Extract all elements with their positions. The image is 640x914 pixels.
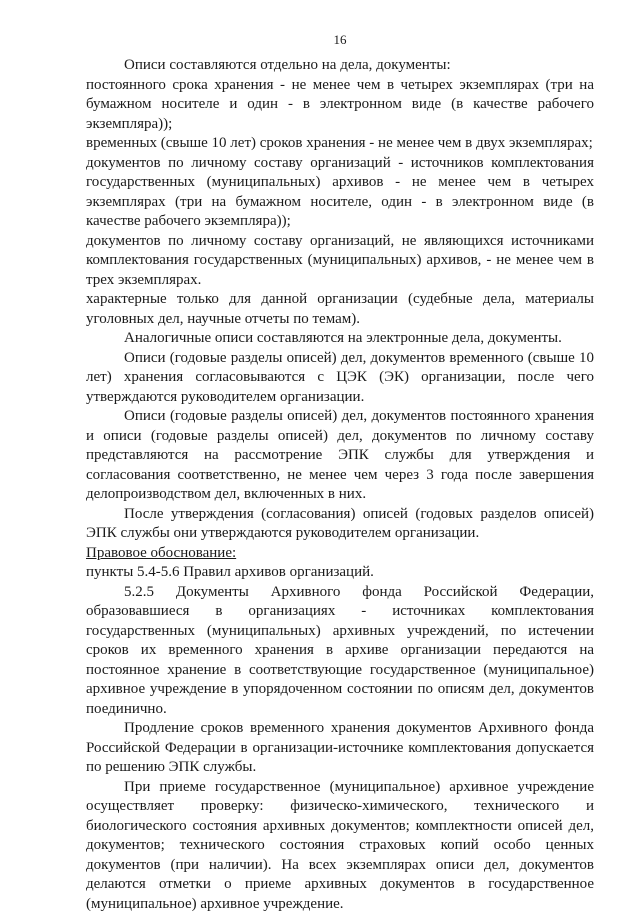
paragraph: Описи (годовые разделы описей) дел, документов постоянного хранения и описи (годовые разделы описей) дел, документов по личному составу представляются на рассмотрение ЭПК службы для утверждения и согласования соответственно, не менее чем через 3 года после завершения делопроизводством дел, включенных в них. bbox=[86, 407, 594, 505]
paragraph: Аналогичные описи составляются на электронные дела, документы. bbox=[86, 329, 594, 349]
paragraph: Продление сроков временного хранения документов Архивного фонда Российской Федерации в организации-источнике комплектования допускается по решению ЭПК службы. bbox=[86, 719, 594, 778]
paragraph: пункты 5.4-5.6 Правил архивов организаций. bbox=[86, 563, 594, 583]
legal-basis-heading: Правовое обоснование: bbox=[86, 544, 594, 564]
page-number: 16 bbox=[86, 32, 594, 48]
paragraph: После утверждения (согласования) описей (годовых разделов описей) ЭПК службы они утверждаются руководителем организации. bbox=[86, 505, 594, 544]
paragraph: 5.2.5 Документы Архивного фонда Российской Федерации, образовавшиеся в организациях - источниках комплектования государственных (муниципальных) архивных учреждений, по истечении сроков их временного хранения в архиве организации передаются на постоянное хранение в соответствующие государственное (муниципальное) архивное учреждение в упорядоченном состоянии по описям дел, документов поединично. bbox=[86, 583, 594, 720]
document-page bbox=[86, 32, 594, 914]
paragraph: документов по личному составу организаций - источников комплектования государственных (муниципальных) архивов - не менее чем в четырех экземплярах (три на бумажном носителе, один - в электронном виде (в качестве рабочего экземпляра)); bbox=[86, 154, 594, 232]
paragraph: Описи (годовые разделы описей) дел, документов временного (свыше 10 лет) хранения согласовываются с ЦЭК (ЭК) организации, после чего утверждаются руководителем организации. bbox=[86, 349, 594, 408]
paragraph: Описи составляются отдельно на дела, документы: bbox=[86, 56, 594, 76]
paragraph: временных (свыше 10 лет) сроков хранения - не менее чем в двух экземплярах; bbox=[86, 134, 594, 154]
paragraph: характерные только для данной организации (судебные дела, материалы уголовных дел, научные отчеты по темам). bbox=[86, 290, 594, 329]
paragraph: При приеме государственное (муниципальное) архивное учреждение осуществляет проверку: физическо-химического, технического и биологического состояния архивных документов; комплектности описей дел, документов; технического состояния страховых копий особо ценных документов (при наличии). На всех экземплярах описи дел, документов делаются отметки о приеме архивных документов в государственное (муниципальное) архивное учреждение. bbox=[86, 778, 594, 914]
paragraph: постоянного срока хранения - не менее чем в четырех экземплярах (три на бумажном носителе и один - в электронном виде (в качестве рабочего экземпляра)); bbox=[86, 76, 594, 135]
paragraph: документов по личному составу организаций, не являющихся источниками комплектования государственных (муниципальных) архивов, - не менее чем в трех экземплярах. bbox=[86, 232, 594, 291]
